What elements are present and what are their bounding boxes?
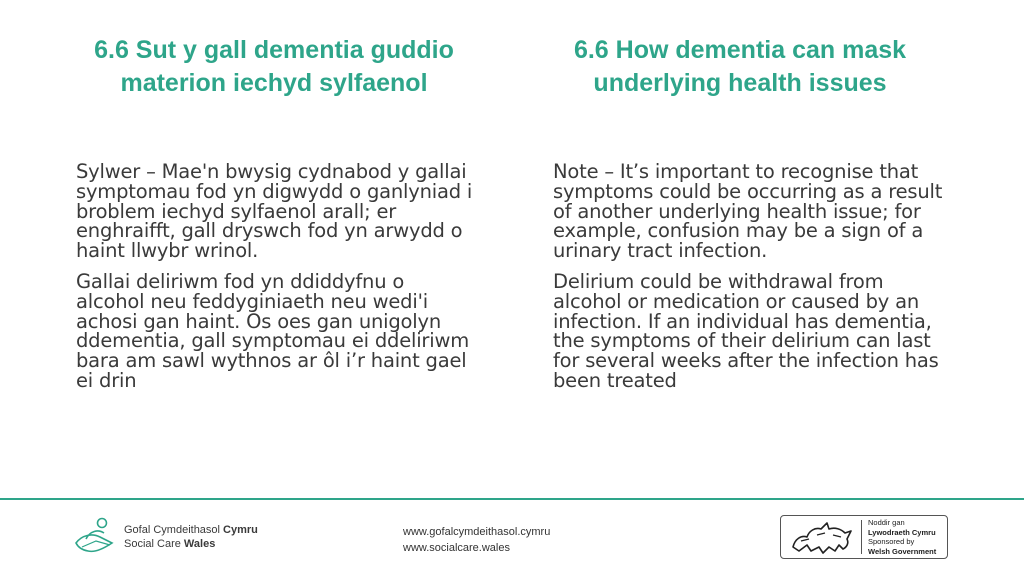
logo-welsh-bold: Cymru	[223, 524, 258, 536]
url-english[interactable]: www.socialcare.wales	[403, 542, 510, 554]
welsh-paragraph-note: Sylwer – Mae'n bwysig cydnabod y gallai symptomau fod yn digwydd o ganlyniad i broblem iechyd sylfaenol arall; er enghraifft, gall dryswch fod yn arwydd o haint llwybr wrinol.	[76, 160, 473, 263]
welsh-title: 6.6 Sut y gall dementia guddio materion iechyd sylfaenol	[94, 36, 454, 97]
gov-line-3: Sponsored by	[868, 537, 915, 546]
gov-line-1: Noddir gan	[868, 518, 905, 527]
gov-line-4: Welsh Government	[868, 546, 937, 556]
footer-urls	[403, 524, 550, 556]
welsh-dragon-icon	[787, 517, 857, 557]
social-care-wales-logo	[72, 517, 312, 557]
english-title: 6.6 How dementia can mask underlying health issues	[573, 36, 907, 97]
gov-logo-text	[868, 518, 936, 556]
logo-english-bold: Wales	[183, 538, 216, 550]
logo-text	[124, 523, 258, 551]
welsh-column	[76, 162, 476, 402]
english-paragraph-note: Note – It’s important to recognise that symptoms could be occurring as a result of another underlying health issue; for example, confusion may be a sign of a urinary tract infection.	[553, 160, 943, 263]
url-welsh[interactable]: www.gofalcymdeithasol.cymru	[403, 526, 551, 538]
gov-line-2: Lywodraeth Cymru	[868, 527, 936, 537]
gov-logo-divider	[861, 520, 862, 554]
english-paragraph-delirium: Delirium could be withdrawal from alcohol or medication or caused by an infection. If an individual has dementia, the symptoms of their delirium can last for several weeks after the infection has been treated	[553, 269, 939, 392]
social-care-wales-logo-icon	[72, 517, 118, 557]
logo-english-regular: Social Care	[124, 538, 184, 550]
footer-divider	[0, 498, 1024, 500]
welsh-government-logo	[780, 515, 948, 559]
english-column	[553, 162, 953, 402]
welsh-paragraph-delirium: Gallai deliriwm fod yn ddiddyfnu o alcohol neu feddyginiaeth neu wedi'i achosi gan haint. Os oes gan unigolyn ddementia, gall symptomau ei ddeliriwm bara am sawl wythnos ar ôl i’r haint gael ei drin	[76, 269, 470, 392]
logo-welsh-regular: Gofal Cymdeithasol	[124, 524, 224, 536]
